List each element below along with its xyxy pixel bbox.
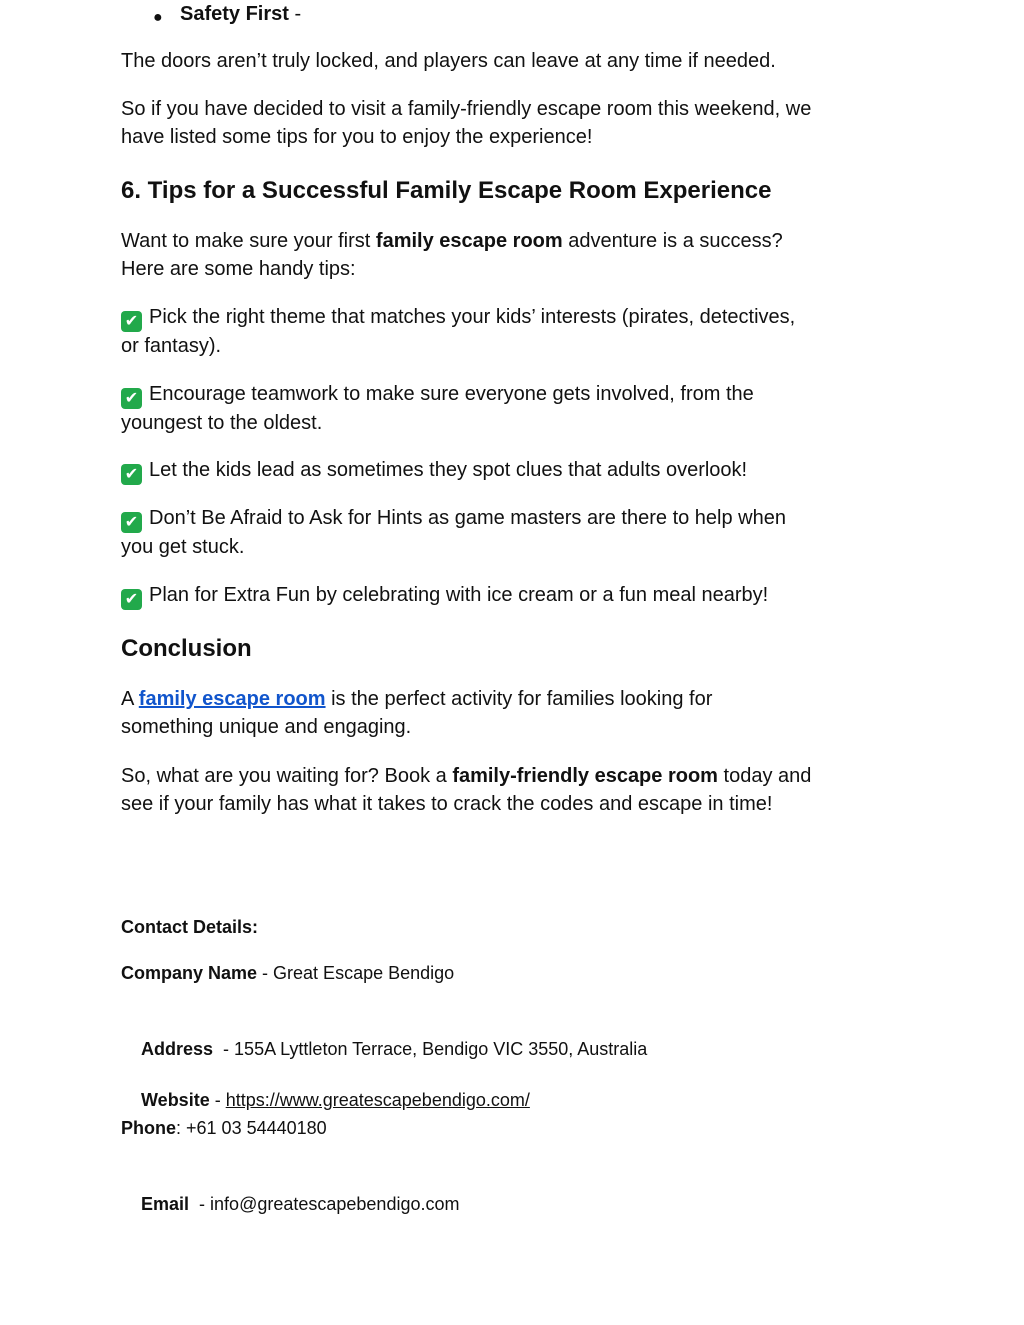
conclusion-p2-bold: family-friendly escape room xyxy=(452,765,718,787)
contact-email xyxy=(121,1168,459,1240)
website-separator: - xyxy=(209,1090,226,1110)
conclusion-p1-line-2: something unique and engaging. xyxy=(121,716,412,738)
tip-text: Plan for Extra Fun by celebrating with ice cream or a fun meal nearby! xyxy=(149,584,769,606)
tips-lead-pre: Want to make sure your first xyxy=(121,230,376,252)
website-link[interactable]: https://www.greatescapebendigo.com/ xyxy=(225,1090,530,1110)
conclusion-p2-line-2: see if your family has what it takes to crack the codes and escape in time! xyxy=(121,793,773,815)
checkmark-icon: ✔ xyxy=(121,311,142,332)
checkmark-icon: ✔ xyxy=(121,464,142,485)
family-escape-room-link[interactable]: family escape room xyxy=(138,688,326,710)
tips-lead-line-2: Here are some handy tips: xyxy=(121,258,356,280)
conclusion-p2-post: today and xyxy=(717,765,812,787)
tip-item xyxy=(121,456,747,485)
conclusion-p2-pre: So, what are you waiting for? Book a xyxy=(121,765,453,787)
tip-text-continued: you get stuck. xyxy=(121,536,245,558)
contact-heading xyxy=(121,915,258,939)
conclusion-paragraph-2 xyxy=(121,762,811,818)
phone-label: Phone xyxy=(121,1118,177,1138)
website-label: Website xyxy=(141,1090,210,1110)
email-value: - info@greatescapebendigo.com xyxy=(189,1194,460,1214)
conclusion-p1-post: is the perfect activity for families looking for xyxy=(325,688,713,710)
checkmark-icon: ✔ xyxy=(121,589,142,610)
contact-heading-text: Contact Details: xyxy=(121,917,259,937)
tips-lead-post: adventure is a success? xyxy=(562,230,783,252)
tip-text-continued: youngest to the oldest. xyxy=(121,412,323,434)
intro-paragraph-1: The doors aren’t truly locked, and players can leave at any time if needed. xyxy=(121,50,776,72)
checkmark-icon: ✔ xyxy=(121,388,142,409)
tips-lead-paragraph xyxy=(121,227,783,283)
contact-phone xyxy=(121,1116,327,1140)
tip-text: Let the kids lead as sometimes they spot clues that adults overlook! xyxy=(149,459,748,481)
email-label: Email xyxy=(141,1194,190,1214)
conclusion-p1-pre: A xyxy=(121,688,139,710)
tip-item xyxy=(121,303,795,360)
phone-value: : +61 03 54440180 xyxy=(176,1118,327,1138)
bullet-title: Safety First xyxy=(180,3,289,25)
conclusion-paragraph-1 xyxy=(121,685,712,741)
intro-paragraph-2 xyxy=(121,95,811,151)
intro-paragraph-2-line-1: So if you have decided to visit a family-friendly escape room this weekend, we xyxy=(121,98,812,120)
bullet-marker: ● xyxy=(153,9,163,26)
bullet-suffix: - xyxy=(288,3,302,25)
tip-text: Pick the right theme that matches your kids’ interests (pirates, detectives, xyxy=(149,306,796,328)
tip-text: Don’t Be Afraid to Ask for Hints as game masters are there to help when xyxy=(149,507,786,529)
tips-lead-bold: family escape room xyxy=(375,230,563,252)
contact-company xyxy=(121,961,454,985)
company-value: - Great Escape Bendigo xyxy=(257,963,455,983)
checkmark-icon: ✔ xyxy=(121,512,142,533)
conclusion-heading: Conclusion xyxy=(121,635,252,662)
tip-item xyxy=(121,504,786,561)
address-label: Address xyxy=(141,1039,214,1059)
company-label: Company Name xyxy=(121,963,258,983)
tips-heading: 6. Tips for a Successful Family Escape Room Experience xyxy=(121,177,772,204)
tip-text-continued: or fantasy). xyxy=(121,335,222,357)
tip-item xyxy=(121,380,754,437)
tip-text: Encourage teamwork to make sure everyone gets involved, from the xyxy=(149,383,754,405)
tip-item xyxy=(121,581,768,610)
address-value: - 155A Lyttleton Terrace, Bendigo VIC 3550, Australia xyxy=(213,1039,648,1059)
intro-paragraph-2-line-2: have listed some tips for you to enjoy the experience! xyxy=(121,126,593,148)
